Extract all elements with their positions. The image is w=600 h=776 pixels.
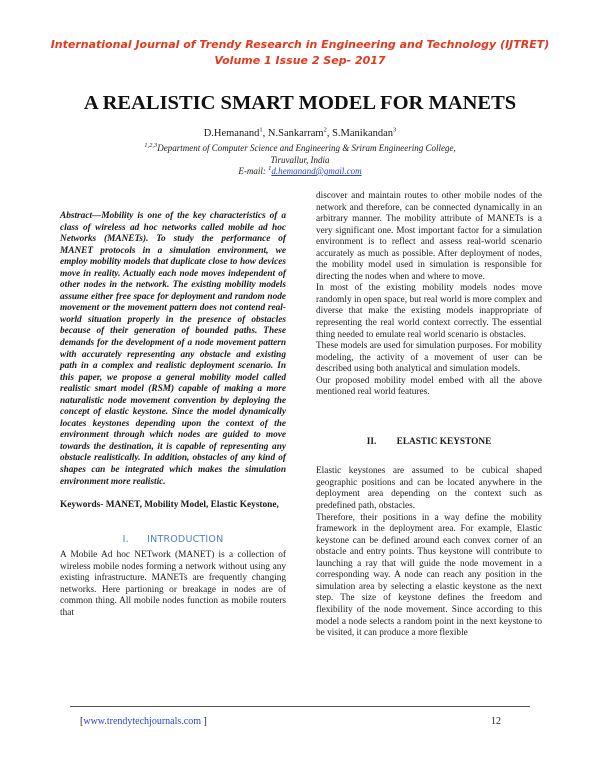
author-1-sup: 1 [259, 126, 263, 134]
footer-bracket-open: [ [80, 716, 84, 727]
keywords: Keywords- MANET, Mobility Model, Elastic Keystone, [60, 500, 279, 511]
right-para-6: Therefore, their positions in a way define the mobility framework in the deployment area. For example, Elastic keystone can be defined around each convex corner of an obstacle and entry points. Thus keystone will contribute to launching a ray that will guide the node movement in a corresponding way. A node can reach any position in the simulation area by selecting a elastic keystone as the next step. The size of keystone defines the freedom and flexibility of the node movement. Since according to this model a node selects a random point in the next keystone to be visited, it can produce a more flexible [316, 512, 542, 639]
author-3: , S.Manikandan [326, 128, 394, 139]
email-link[interactable]: d.hemanand@gmail.com [271, 166, 362, 176]
abstract: Abstract—Mobility is one of the key characteristics of a class of wireless ad hoc networks called mobile ad hoc Networks (MANETs). To study the performance of MANET protocols in a simulation environment, we employ mobility models that duplicate close to how devices move in reality. Actually each node moves independent of other nodes in the network. The existing mobility models assume either free space for deployment and random node movement or the movement pattern does not contend real-world situation properly in the presence of obstacles because of their generation of bounded paths. These demands for the development of a node movement pattern with accurately representing any obstacle and existing path in a complex and realistic deployment scenario. In this paper, we propose a general mobility model called realistic smart model (RSM) capable of making a more naturalistic node movement convention by deploying the concept of elastic keystone. Since the model dynamically locates keystones depending upon the context of the environment through which nodes are guided to move towards the destination, it is capable of representing any obstacle realistically. In addition, obstacles of any kind of shapes can be integrated which makes the simulation environment more realistic. [60, 211, 286, 487]
footer-divider [70, 706, 530, 707]
affiliation-line-1 [0, 143, 600, 154]
section-1-number: I. [122, 533, 129, 545]
footer-bracket-close: ] [201, 716, 207, 727]
section-2-title: ELASTIC KEYSTONE [396, 436, 492, 447]
section-2-heading [316, 437, 542, 449]
footer-website [80, 716, 207, 727]
page-number: 12 [491, 716, 501, 727]
section-1-heading [60, 534, 286, 547]
author-2-sup: 2 [323, 126, 327, 134]
paper-title: A REALISTIC SMART MODEL FOR MANETS [83, 92, 517, 114]
email-label: E-mail: [238, 166, 269, 176]
author-3-sup: 3 [393, 126, 397, 134]
left-column [60, 211, 286, 620]
section-2-number: II. [366, 436, 377, 447]
email-sup: 1 [268, 165, 272, 172]
author-1: D.Hemanand [203, 128, 260, 139]
introduction-text: A Mobile Ad hoc NETwork (MANET) is a collection of wireless mobile nodes forming a network without using any existing infrastructure. MANETs are frequently changing networks. Here partioning or breakage in nodes are of common thing. All mobile nodes function as mobile routers that [60, 550, 286, 618]
email-line [0, 166, 600, 177]
right-para-2: In most of the existing mobility models nodes move randomly in open space, but real world is more complex and diverse that make the existing models inappropriate of representing the real world context correctly. The essential thing needed to emulate real world scenario is obstacles. [316, 283, 542, 340]
authors [0, 128, 600, 139]
journal-name: International Journal of Trendy Research in Engineering and Technology (IJTRET) [50, 38, 550, 51]
author-2: , N.Sankarram [262, 128, 324, 139]
right-column [316, 191, 542, 640]
website-link[interactable]: www.trendytechjournals.com [83, 716, 201, 727]
right-para-5: Elastic keystones are assumed to be cubical shaped geographic positions and can be located anywhere in the deployment area depending on the context such as predefined path, obstacles. [316, 466, 542, 512]
section-1-title: INTRODUCTION [147, 533, 224, 545]
affiliation-dept: Department of Computer Science and Engineering & Sriram Engineering College, [157, 143, 456, 153]
right-para-4: Our proposed mobility model embed with all the above mentioned real world features. [316, 375, 542, 398]
affiliation-sup: 1,2,3 [144, 142, 158, 149]
right-para-3: These models are used for simulation purposes. For mobility modeling, the activity of a movement of user can be described using both analytical and simulation models. [316, 341, 542, 375]
journal-volume: Volume 1 Issue 2 Sep- 2017 [214, 54, 386, 67]
affiliation-location: Tiruvallur, India [270, 155, 330, 165]
right-para-1: discover and maintain routes to other mobile nodes of the network and therefore, can be connected dynamically in an arbitrary manner. The mobility attribute of MANETs is a very significant one. Most important factor for a simulation environment is to reflect and assess real-world scenario accurately as much as possible. After deployment of nodes, the mobility model used in simulation is responsible for directing the nodes when and where to move. [316, 191, 542, 282]
